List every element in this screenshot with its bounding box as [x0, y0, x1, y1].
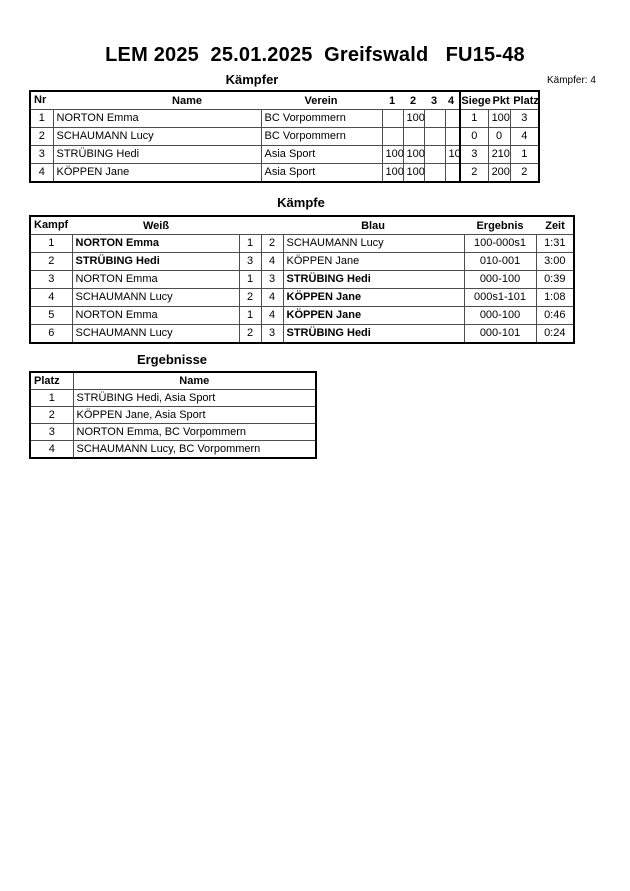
bouts-table: [29, 215, 575, 344]
bout-row: [30, 253, 574, 271]
col-header-blau: Blau: [361, 219, 385, 232]
cell-pkt: 200: [488, 164, 510, 183]
cell-weiss: SCHAUMANN Lucy: [72, 325, 239, 344]
cell-weiss-nr: 1: [239, 235, 261, 253]
cell-verein: BC Vorpommern: [261, 128, 382, 146]
cell-blau-nr: 4: [261, 289, 283, 307]
cell-round4: [445, 110, 460, 128]
cell-platz: 1: [30, 390, 73, 407]
result-row: [30, 441, 316, 459]
cell-weiss-nr: 2: [239, 289, 261, 307]
cell-blau: SCHAUMANN Lucy: [283, 235, 464, 253]
fighter-row: [30, 128, 539, 146]
cell-kampf: 2: [30, 253, 72, 271]
results-table: [29, 371, 317, 459]
col-header-weiss: Weiß: [142, 219, 170, 232]
result-row: [30, 407, 316, 424]
cell-round2: [403, 128, 424, 146]
cell-platz: 3: [510, 110, 539, 128]
results-header-row: [30, 372, 316, 390]
cell-weiss-nr: 3: [239, 253, 261, 271]
cell-round3: [424, 110, 445, 128]
cell-round2: 100: [403, 146, 424, 164]
cell-ergebnis: 000-101: [464, 325, 536, 344]
cell-weiss: NORTON Emma: [72, 271, 239, 289]
cell-weiss-nr: 2: [239, 325, 261, 344]
cell-round1: 100: [382, 164, 403, 183]
col-header-siege: Siege: [461, 94, 491, 107]
cell-zeit: 0:24: [536, 325, 574, 344]
cell-zeit: 0:46: [536, 307, 574, 325]
cell-nr: 1: [30, 110, 53, 128]
col-header-pkt: Pkt: [492, 94, 510, 107]
cell-siege: 0: [460, 128, 488, 146]
cell-zeit: 1:08: [536, 289, 574, 307]
cell-zeit: 3:00: [536, 253, 574, 271]
col-header-ergebnis: Ergebnis: [476, 219, 524, 232]
cell-round1: [382, 110, 403, 128]
cell-round1: 100: [382, 146, 403, 164]
cell-platz: 4: [30, 441, 73, 459]
bout-row: [30, 271, 574, 289]
cell-platz: 1: [510, 146, 539, 164]
cell-round4: 10: [445, 146, 460, 164]
cell-round2: 100: [403, 110, 424, 128]
cell-pkt: 100: [488, 110, 510, 128]
section-heading-kaempfer: Kämpfer: [225, 72, 279, 87]
cell-round3: [424, 146, 445, 164]
cell-weiss-nr: 1: [239, 307, 261, 325]
cell-weiss: NORTON Emma: [72, 235, 239, 253]
cell-platz: 2: [510, 164, 539, 183]
cell-round4: [445, 164, 460, 183]
cell-ergebnis: 000-100: [464, 307, 536, 325]
col-header-round2: 2: [409, 94, 417, 107]
cell-pkt: 210: [488, 146, 510, 164]
cell-platz: 3: [30, 424, 73, 441]
cell-zeit: 1:31: [536, 235, 574, 253]
cell-zeit: 0:39: [536, 271, 574, 289]
cell-weiss: NORTON Emma: [72, 307, 239, 325]
cell-kampf: 3: [30, 271, 72, 289]
cell-name: KÖPPEN Jane: [53, 164, 261, 183]
cell-result-name: SCHAUMANN Lucy, BC Vorpommern: [73, 441, 316, 459]
cell-blau-nr: 4: [261, 307, 283, 325]
cell-blau-nr: 2: [261, 235, 283, 253]
cell-platz: 4: [510, 128, 539, 146]
cell-name: SCHAUMANN Lucy: [53, 128, 261, 146]
bout-row: [30, 235, 574, 253]
section-heading-ergebnisse: Ergebnisse: [136, 352, 208, 367]
bout-row: [30, 325, 574, 344]
fighters-header-left-group: [53, 91, 460, 110]
fighter-row: [30, 164, 539, 183]
cell-verein: Asia Sport: [261, 164, 382, 183]
cell-ergebnis: 100-000s1: [464, 235, 536, 253]
cell-kampf: 4: [30, 289, 72, 307]
col-header-platz: Platz: [30, 372, 73, 390]
result-row: [30, 424, 316, 441]
col-header-nr: Nr: [30, 91, 53, 110]
cell-weiss: STRÜBING Hedi: [72, 253, 239, 271]
cell-blau: STRÜBING Hedi: [283, 271, 464, 289]
cell-blau: KÖPPEN Jane: [283, 289, 464, 307]
bouts-header-group: [72, 216, 574, 235]
cell-kampf: 1: [30, 235, 72, 253]
section-heading-kaempfe: Kämpfe: [277, 195, 325, 210]
cell-nr: 3: [30, 146, 53, 164]
cell-weiss-nr: 1: [239, 271, 261, 289]
result-row: [30, 390, 316, 407]
cell-verein: BC Vorpommern: [261, 110, 382, 128]
cell-blau-nr: 4: [261, 253, 283, 271]
cell-result-name: NORTON Emma, BC Vorpommern: [73, 424, 316, 441]
cell-platz: 2: [30, 407, 73, 424]
col-header-result-name: Name: [73, 372, 316, 390]
col-header-zeit: Zeit: [545, 219, 565, 232]
cell-name: NORTON Emma: [53, 110, 261, 128]
cell-blau: KÖPPEN Jane: [283, 253, 464, 271]
col-header-round3: 3: [430, 94, 438, 107]
cell-kampf: 5: [30, 307, 72, 325]
bouts-header-row: [30, 216, 574, 235]
cell-round2: 100: [403, 164, 424, 183]
cell-blau: KÖPPEN Jane: [283, 307, 464, 325]
cell-blau: STRÜBING Hedi: [283, 325, 464, 344]
cell-weiss: SCHAUMANN Lucy: [72, 289, 239, 307]
fighters-count-label: Kämpfer: 4: [547, 75, 596, 86]
cell-verein: Asia Sport: [261, 146, 382, 164]
cell-name: STRÜBING Hedi: [53, 146, 261, 164]
cell-nr: 2: [30, 128, 53, 146]
cell-round4: [445, 128, 460, 146]
cell-blau-nr: 3: [261, 271, 283, 289]
col-header-round1: 1: [388, 94, 396, 107]
cell-ergebnis: 010-001: [464, 253, 536, 271]
cell-result-name: STRÜBING Hedi, Asia Sport: [73, 390, 316, 407]
bout-row: [30, 289, 574, 307]
col-header-kampf: Kampf: [30, 216, 72, 235]
fighters-table: [29, 90, 540, 183]
fighter-row: [30, 146, 539, 164]
cell-blau-nr: 3: [261, 325, 283, 344]
cell-pkt: 0: [488, 128, 510, 146]
cell-nr: 4: [30, 164, 53, 183]
cell-siege: 1: [460, 110, 488, 128]
col-header-platz: Platz: [513, 94, 539, 107]
tournament-title: LEM 2025 25.01.2025 Greifswald FU15-48: [105, 44, 525, 66]
bout-row: [30, 307, 574, 325]
cell-ergebnis: 000-100: [464, 271, 536, 289]
fighters-header-row: [30, 91, 539, 110]
cell-siege: 2: [460, 164, 488, 183]
cell-ergebnis: 000s1-101: [464, 289, 536, 307]
cell-round3: [424, 128, 445, 146]
cell-kampf: 6: [30, 325, 72, 344]
cell-result-name: KÖPPEN Jane, Asia Sport: [73, 407, 316, 424]
fighter-row: [30, 110, 539, 128]
fighters-header-right-group: [460, 91, 539, 110]
cell-siege: 3: [460, 146, 488, 164]
col-header-round4: 4: [447, 94, 455, 107]
col-header-verein: Verein: [304, 94, 338, 107]
cell-round3: [424, 164, 445, 183]
cell-round1: [382, 128, 403, 146]
col-header-name: Name: [172, 94, 202, 107]
